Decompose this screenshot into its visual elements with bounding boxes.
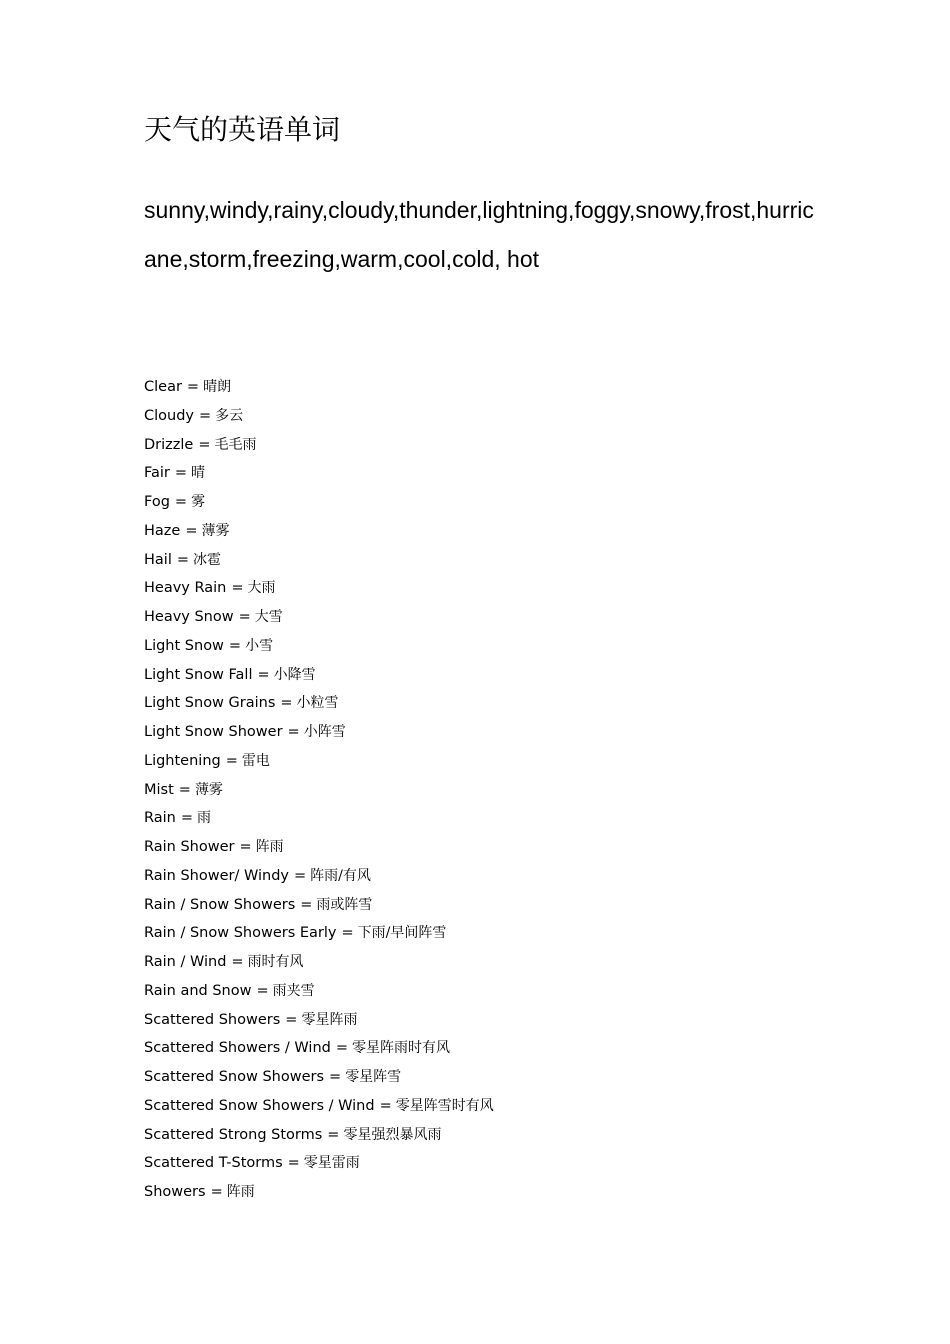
vocabulary-entry (144, 402, 494, 431)
vocabulary-entry (144, 747, 494, 776)
entry-english-term: Hail (144, 551, 172, 568)
entry-equals-sign: = (256, 982, 269, 999)
entry-english-term: Heavy Snow (144, 609, 234, 625)
entry-equals-sign: = (335, 1040, 348, 1057)
entry-equals-sign: = (287, 724, 300, 740)
vocabulary-entry (144, 603, 494, 632)
entry-chinese-term: 小粒雪 (296, 695, 339, 712)
entry-chinese-term: 零星阵雪 (345, 1069, 402, 1085)
entry-english-term: Rain and Snow (144, 982, 252, 999)
vocabulary-entry (144, 1006, 494, 1035)
vocabulary-entry (144, 1178, 494, 1207)
entry-english-term: Light Snow Shower (144, 724, 283, 740)
entry-chinese-term: 晴 (191, 465, 206, 482)
entry-equals-sign: = (280, 695, 293, 712)
entry-english-term: Clear (144, 379, 182, 395)
entry-equals-sign: = (327, 1126, 340, 1143)
entry-equals-sign: = (199, 407, 212, 424)
entry-equals-sign: = (300, 896, 313, 913)
entry-equals-sign: = (239, 839, 252, 855)
entry-chinese-term: 小阵雪 (303, 724, 346, 740)
entry-english-term: Scattered Showers / Wind (144, 1040, 331, 1057)
entry-chinese-term: 零星阵雨 (301, 1011, 358, 1028)
entry-chinese-term: 雷电 (241, 752, 270, 769)
entry-chinese-term: 小雪 (245, 637, 274, 654)
vocabulary-entry (144, 948, 494, 977)
entry-chinese-term: 阵雨/有风 (310, 867, 371, 884)
page-title: 天气的英语单词 (144, 113, 341, 146)
vocabulary-entry (144, 661, 494, 690)
entry-chinese-term: 零星强烈暴风雨 (343, 1126, 442, 1143)
entry-chinese-term: 阵雨 (226, 1184, 255, 1200)
entry-chinese-term: 大雨 (247, 580, 276, 597)
entry-english-term: Scattered Snow Showers (144, 1069, 325, 1085)
entry-chinese-term: 雨时有风 (247, 954, 304, 970)
entry-chinese-term: 雾 (191, 494, 206, 510)
entry-english-term: Light Snow Fall (144, 666, 253, 683)
vocabulary-entry (144, 546, 494, 575)
entry-chinese-term: 零星雷雨 (303, 1155, 360, 1172)
entry-english-term: Fair (144, 465, 170, 482)
entry-equals-sign: = (174, 494, 188, 510)
vocabulary-entry (144, 891, 494, 920)
entry-equals-sign: = (178, 781, 191, 798)
entry-chinese-term: 零星阵雨时有风 (352, 1040, 450, 1057)
vocabulary-entry (144, 1063, 494, 1092)
entry-english-term: Drizzle (144, 436, 194, 453)
entry-english-term: Rain / Snow Showers Early (144, 925, 337, 942)
entry-english-term: Lightening (144, 752, 221, 769)
vocabulary-entry (144, 1149, 494, 1178)
vocabulary-entry (144, 1034, 494, 1063)
entry-english-term: Rain / Wind (144, 954, 227, 970)
vocabulary-entry (144, 373, 494, 402)
entry-chinese-term: 雨或阵雪 (316, 896, 373, 913)
vocabulary-entry (144, 833, 494, 862)
entry-equals-sign: = (238, 609, 251, 625)
vocabulary-entry (144, 862, 494, 891)
entry-chinese-term: 冰雹 (193, 551, 222, 568)
vocabulary-entry (144, 718, 494, 747)
weather-word-list (144, 186, 824, 284)
word-list-line: ane,storm,freezing,warm,cool,cold, hot (144, 246, 540, 272)
entry-english-term: Rain (144, 810, 176, 827)
entry-chinese-term: 薄雾 (201, 522, 230, 539)
vocabulary-entry (144, 517, 494, 546)
entry-equals-sign: = (174, 465, 188, 482)
entry-equals-sign: = (379, 1097, 392, 1114)
vocabulary-entry (144, 632, 494, 661)
vocabulary-entry (144, 574, 494, 603)
entry-english-term: Light Snow Grains (144, 695, 276, 712)
vocabulary-entry (144, 431, 494, 460)
entry-equals-sign: = (341, 925, 354, 942)
entry-english-term: Fog (144, 494, 170, 510)
entry-equals-sign: = (198, 436, 211, 453)
entry-english-term: Heavy Rain (144, 580, 227, 597)
entry-english-term: Rain Shower (144, 839, 235, 855)
entry-equals-sign: = (180, 810, 194, 827)
entry-english-term: Rain Shower/ Windy (144, 867, 289, 884)
vocabulary-entry (144, 1121, 494, 1150)
entry-equals-sign: = (185, 522, 198, 539)
entry-equals-sign: = (186, 379, 200, 395)
entry-chinese-term: 薄雾 (194, 781, 223, 798)
entry-equals-sign: = (294, 867, 307, 884)
entry-chinese-term: 毛毛雨 (214, 436, 257, 453)
entry-chinese-term: 零星阵雪时有风 (395, 1097, 494, 1114)
entry-equals-sign: = (231, 580, 244, 597)
vocabulary-entry (144, 776, 494, 805)
entry-english-term: Showers (144, 1184, 206, 1200)
vocabulary-entry (144, 1092, 494, 1121)
entry-chinese-term: 晴朗 (203, 379, 232, 395)
entry-chinese-term: 大雪 (254, 609, 283, 625)
vocabulary-entry (144, 459, 494, 488)
entry-chinese-term: 雨 (197, 810, 212, 827)
entry-english-term: Scattered Snow Showers / Wind (144, 1097, 375, 1114)
entry-equals-sign: = (329, 1069, 342, 1085)
entry-equals-sign: = (210, 1184, 223, 1200)
entry-english-term: Light Snow (144, 637, 224, 654)
vocabulary-list (144, 373, 494, 1207)
entry-english-term: Scattered Showers (144, 1011, 281, 1028)
entry-equals-sign: = (231, 954, 244, 970)
entry-chinese-term: 阵雨 (255, 839, 284, 855)
entry-equals-sign: = (228, 637, 242, 654)
entry-chinese-term: 下雨/早间阵雪 (357, 925, 447, 942)
entry-equals-sign: = (176, 551, 190, 568)
entry-equals-sign: = (285, 1011, 298, 1028)
entry-chinese-term: 多云 (215, 407, 244, 424)
vocabulary-entry (144, 689, 494, 718)
entry-english-term: Rain / Snow Showers (144, 896, 296, 913)
entry-english-term: Haze (144, 522, 181, 539)
entry-english-term: Scattered T-Storms (144, 1155, 283, 1172)
vocabulary-entry (144, 488, 494, 517)
entry-equals-sign: = (257, 666, 270, 683)
entry-english-term: Mist (144, 781, 174, 798)
entry-equals-sign: = (287, 1155, 300, 1172)
vocabulary-entry (144, 804, 494, 833)
entry-chinese-term: 小降雪 (273, 666, 316, 683)
entry-equals-sign: = (225, 752, 238, 769)
entry-chinese-term: 雨夹雪 (272, 982, 315, 999)
vocabulary-entry (144, 977, 494, 1006)
entry-english-term: Scattered Strong Storms (144, 1126, 323, 1143)
vocabulary-entry (144, 919, 494, 948)
word-list-line: sunny,windy,rainy,cloudy,thunder,lightning,foggy,snowy,frost,hurric (144, 197, 814, 223)
entry-english-term: Cloudy (144, 407, 194, 424)
